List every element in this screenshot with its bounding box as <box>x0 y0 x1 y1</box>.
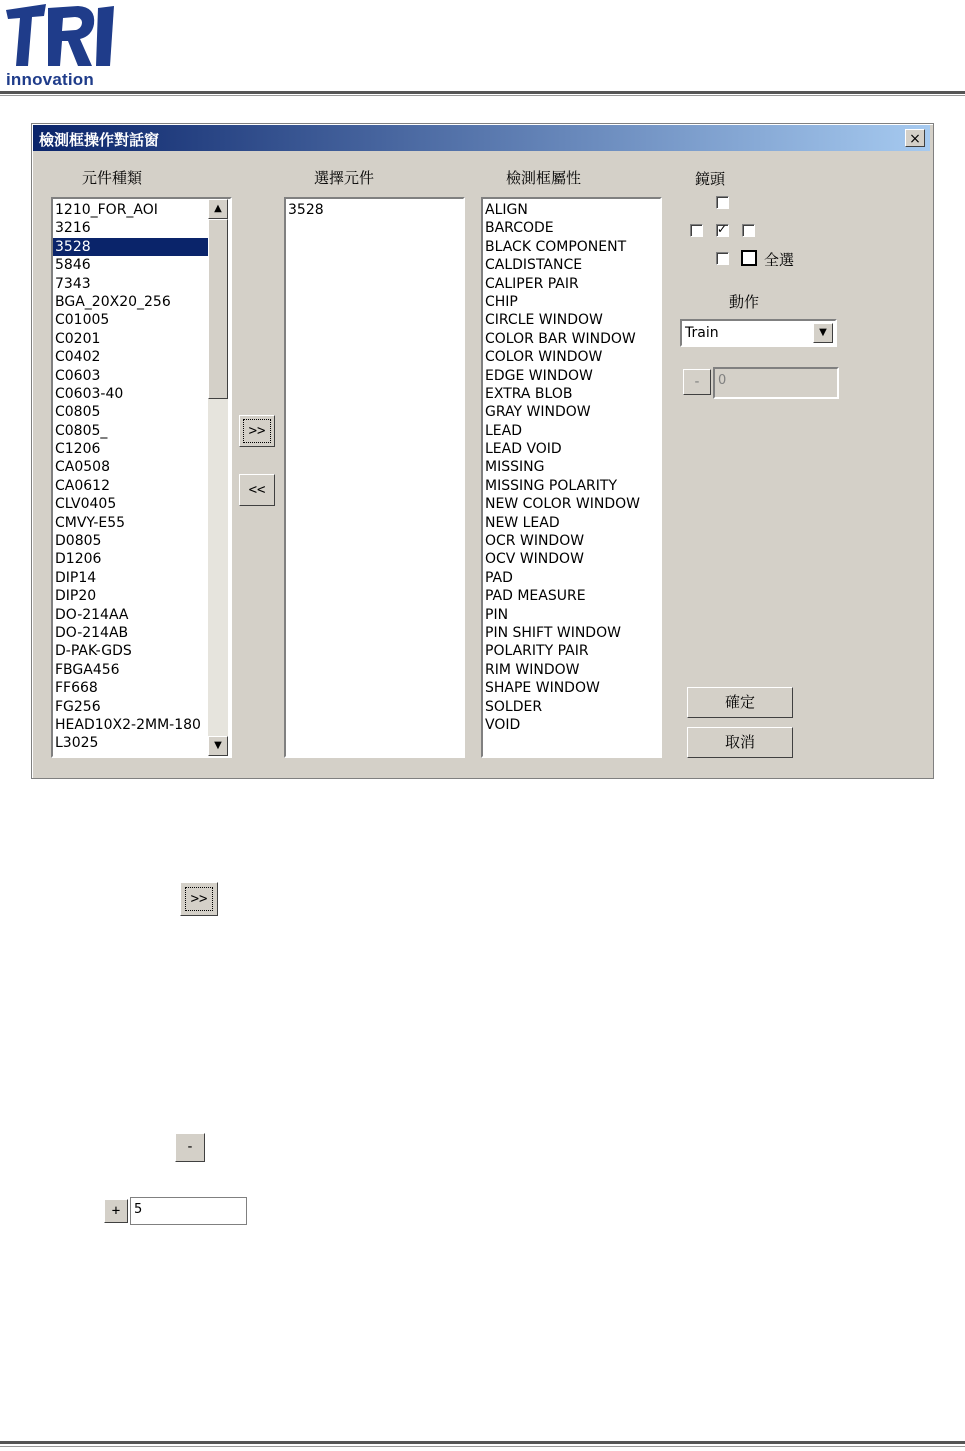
window-attribute-item[interactable]: OCR WINDOW <box>485 533 585 550</box>
component-type-item[interactable]: FG256 <box>55 698 101 715</box>
window-attribute-item[interactable]: PAD MEASURE <box>485 588 586 605</box>
legend-add-button <box>180 882 218 916</box>
window-attribute-item[interactable]: EXTRA BLOB <box>485 385 573 402</box>
component-type-item[interactable]: CMVY-E55 <box>55 514 126 531</box>
component-type-item[interactable]: C0402 <box>55 349 101 366</box>
window-attribute-item[interactable]: CIRCLE WINDOW <box>485 312 603 329</box>
window-attribute-item[interactable]: PIN SHIFT WINDOW <box>485 624 621 641</box>
action-value: Train <box>685 325 719 341</box>
footer-divider-thin <box>0 1446 965 1447</box>
component-type-item[interactable]: 3216 <box>55 220 91 237</box>
selected-components-list[interactable] <box>284 197 465 758</box>
footer-divider <box>0 1441 965 1444</box>
component-type-item[interactable]: FF668 <box>55 680 98 697</box>
legend-value-field: 5 <box>130 1197 247 1225</box>
logo-text: innovation <box>6 70 94 89</box>
lens-center-checkbox[interactable] <box>716 224 729 237</box>
component-type-item[interactable]: C0603 <box>55 367 101 384</box>
step-minus-button[interactable]: - <box>683 369 711 395</box>
component-type-item[interactable]: C01005 <box>55 312 110 329</box>
window-attribute-item[interactable]: CHIP <box>485 293 518 310</box>
component-type-item[interactable]: CA0508 <box>55 459 110 476</box>
window-attribute-item[interactable]: SHAPE WINDOW <box>485 680 600 697</box>
component-type-item[interactable]: L3025 <box>55 735 99 752</box>
component-type-item[interactable]: 7343 <box>55 275 91 292</box>
window-attribute-item[interactable]: COLOR BAR WINDOW <box>485 330 636 347</box>
component-types-label: 元件種類 <box>82 169 143 187</box>
dialog-titlebar <box>33 125 930 151</box>
selected-components-label: 選擇元件 <box>314 169 375 187</box>
component-type-item[interactable]: C0805_ <box>55 422 108 439</box>
step-value-field[interactable]: 0 <box>713 367 839 399</box>
window-attribute-item[interactable]: NEW COLOR WINDOW <box>485 496 640 513</box>
component-type-item[interactable]: HEAD10X2-2MM-180 <box>55 716 201 733</box>
window-attribute-item[interactable]: VOID <box>485 716 521 733</box>
component-type-item[interactable]: D0805 <box>55 533 102 550</box>
component-type-item[interactable]: C0201 <box>55 330 101 347</box>
action-label: 動作 <box>729 293 760 311</box>
tri-logo-icon <box>6 4 118 70</box>
close-button[interactable]: × <box>905 129 925 147</box>
window-attribute-item[interactable]: ALIGN <box>485 202 528 218</box>
window-attribute-item[interactable]: MISSING <box>485 459 545 476</box>
component-type-item[interactable]: DIP20 <box>55 588 97 605</box>
component-type-item[interactable]: C0603-40 <box>55 385 124 402</box>
legend-plus-button: + <box>104 1199 128 1223</box>
header-divider <box>0 91 965 94</box>
remove-component-button[interactable]: << <box>239 474 275 506</box>
window-attribute-item[interactable]: RIM WINDOW <box>485 661 580 678</box>
window-attribute-item[interactable]: EDGE WINDOW <box>485 367 593 384</box>
window-attribute-item[interactable]: BLACK COMPONENT <box>485 238 627 255</box>
legend-minus-button: - <box>175 1133 205 1162</box>
dialog-title: 檢測框操作對話窗 <box>39 131 160 149</box>
component-types-list[interactable] <box>51 197 232 758</box>
window-attributes-label: 檢測框屬性 <box>506 169 582 187</box>
component-type-item[interactable]: C1206 <box>55 441 101 458</box>
selected-component-item[interactable]: 3528 <box>288 202 324 218</box>
check-icon: ✓ <box>717 222 728 236</box>
window-attribute-item[interactable]: COLOR WINDOW <box>485 349 603 366</box>
scrollbar[interactable] <box>208 199 228 756</box>
chevron-down-icon[interactable]: ▼ <box>813 323 833 343</box>
component-type-item[interactable]: DO-214AA <box>55 606 129 623</box>
window-attribute-item[interactable]: BARCODE <box>485 220 554 237</box>
window-attribute-item[interactable]: POLARITY PAIR <box>485 643 589 660</box>
add-component-button-label: >> <box>243 419 271 443</box>
component-type-item[interactable]: CA0612 <box>55 477 110 494</box>
component-type-item[interactable]: C0805 <box>55 404 101 421</box>
component-type-item[interactable]: D-PAK-GDS <box>55 643 132 660</box>
window-attribute-item[interactable]: PAD <box>485 569 513 586</box>
add-component-button[interactable] <box>239 415 275 447</box>
component-type-item[interactable]: D1206 <box>55 551 102 568</box>
window-attribute-item[interactable]: CALDISTANCE <box>485 257 583 274</box>
component-type-item[interactable]: DO-214AB <box>55 624 129 641</box>
legend-add-label: >> <box>185 887 213 911</box>
lens-right-checkbox[interactable] <box>742 224 755 237</box>
ok-button[interactable]: 確定 <box>687 687 793 718</box>
lens-bottom-checkbox[interactable] <box>716 252 729 265</box>
component-type-item[interactable]: 5846 <box>55 257 91 274</box>
lens-label: 鏡頭 <box>695 170 726 188</box>
window-attribute-item[interactable]: NEW LEAD <box>485 514 560 531</box>
lens-left-checkbox[interactable] <box>690 224 703 237</box>
window-attribute-item[interactable]: LEAD <box>485 422 523 439</box>
component-type-item[interactable]: BGA_20X20_256 <box>55 293 171 310</box>
component-type-item[interactable]: FBGA456 <box>55 661 120 678</box>
component-type-item[interactable]: CLV0405 <box>55 496 117 513</box>
window-attribute-item[interactable]: SOLDER <box>485 698 543 715</box>
lens-top-checkbox[interactable] <box>716 196 729 209</box>
scroll-down-button[interactable]: ▼ <box>208 736 228 756</box>
component-type-item[interactable]: 1210_FOR_AOI <box>55 202 158 218</box>
window-attribute-item[interactable]: CALIPER PAIR <box>485 275 579 292</box>
cancel-button[interactable]: 取消 <box>687 727 793 758</box>
header-divider-thin <box>0 95 965 96</box>
window-attribute-item[interactable]: MISSING POLARITY <box>485 477 618 494</box>
component-type-item[interactable]: 3528 <box>53 238 208 256</box>
action-dropdown[interactable] <box>680 319 837 347</box>
window-attribute-item[interactable]: OCV WINDOW <box>485 551 584 568</box>
window-attribute-item[interactable]: PIN <box>485 606 509 623</box>
select-all-label: 全選 <box>764 251 795 269</box>
scroll-thumb[interactable] <box>208 219 228 399</box>
window-attribute-item[interactable]: LEAD VOID <box>485 441 562 458</box>
scroll-up-button[interactable]: ▲ <box>208 199 228 219</box>
select-all-checkbox[interactable] <box>741 250 757 266</box>
window-attributes-list[interactable] <box>481 197 662 758</box>
component-type-item[interactable]: DIP14 <box>55 569 97 586</box>
window-attribute-item[interactable]: GRAY WINDOW <box>485 404 591 421</box>
